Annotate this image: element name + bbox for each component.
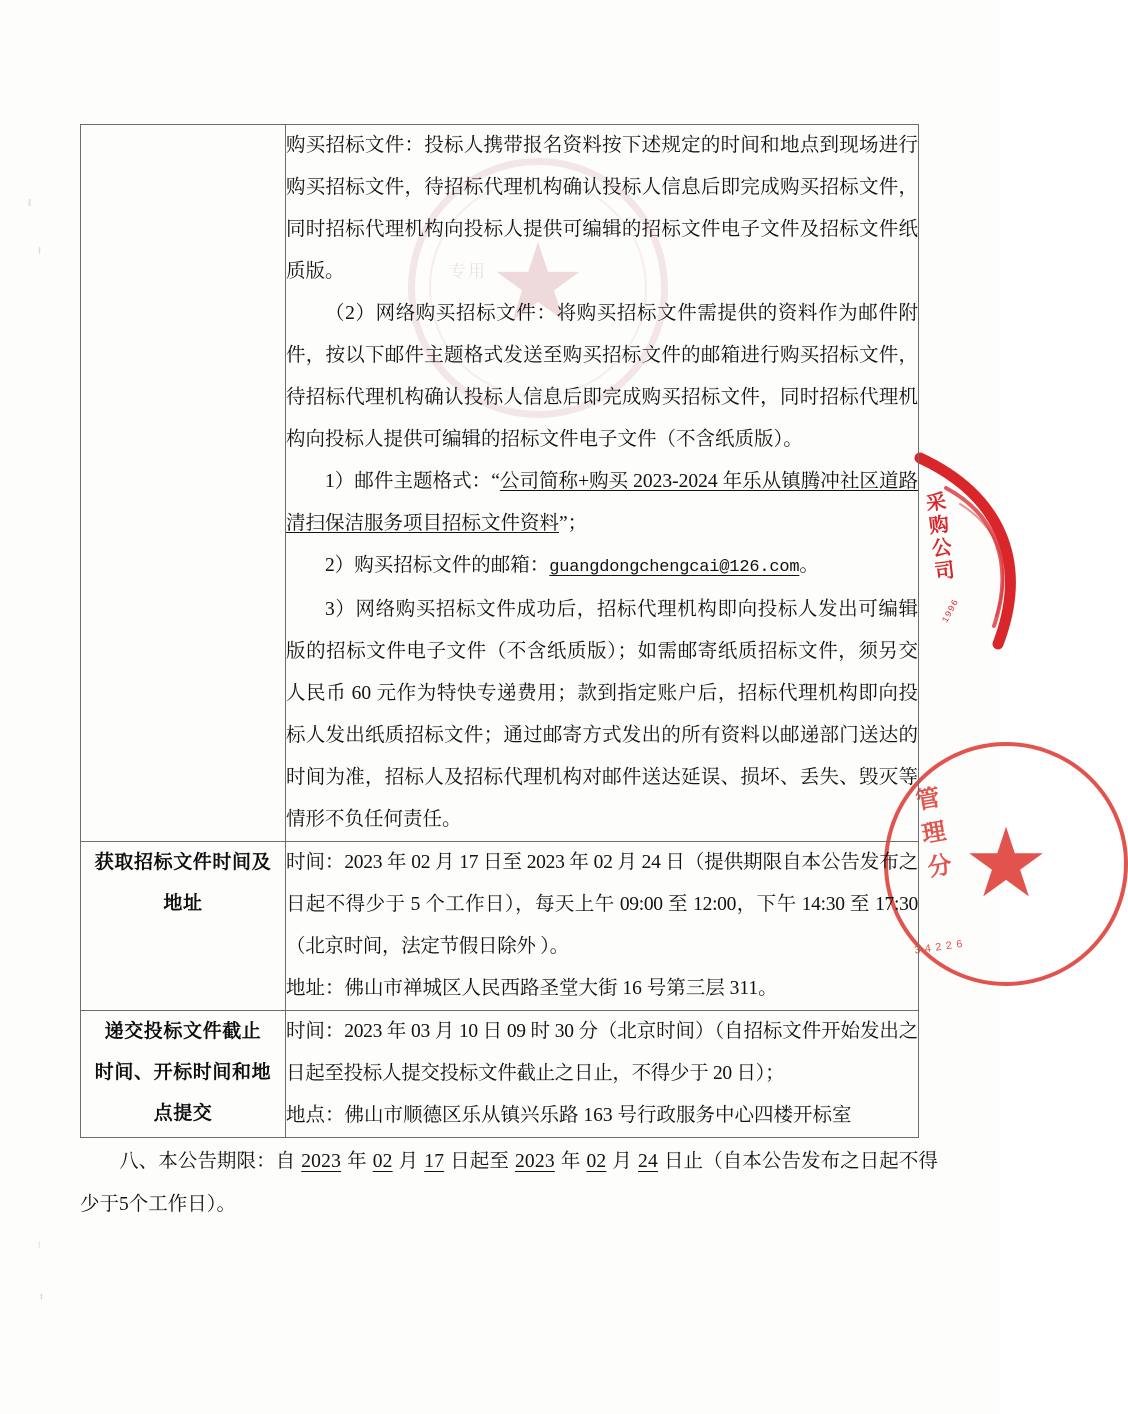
label-line: 时间、开标时间和地 <box>94 1062 272 1083</box>
list-item-postal-terms <box>286 589 918 841</box>
list-index-1: 1） <box>325 471 355 492</box>
list-item-email-subject <box>286 461 918 545</box>
official-seal-star-icon: ★ <box>962 810 1050 917</box>
start-day-value: 17 <box>424 1151 445 1172</box>
day-unit: 日 <box>450 1151 470 1172</box>
month-unit-2: 月 <box>612 1151 633 1172</box>
announcement-validity-paragraph <box>80 1140 938 1226</box>
closing-end-word: 日止 <box>663 1151 704 1172</box>
collection-address-line: 地址：佛山市禅城区人民西路圣堂大街 16 号第三层 311。 <box>286 978 778 999</box>
label-line: 点提交 <box>153 1103 213 1124</box>
table-row <box>81 125 919 842</box>
tender-info-table <box>80 124 919 1138</box>
row-body-submission-deadline <box>286 1011 919 1138</box>
collection-time-line: 时间：2023 年 02 月 17 日至 2023 年 02 月 24 日（提供期限自本公告发布之日起不得少于 5 个工作日），每天上午 09:00 至 12:00，下午 14:30 至 17:30（北京时间，法定节假日除外 ）。 <box>286 852 918 957</box>
submission-place-line: 地点：佛山市顺德区乐从镇兴乐路 163 号行政服务中心四楼开标室 <box>286 1105 852 1126</box>
label-line: 递交投标文件截止 <box>104 1021 262 1042</box>
submission-time-line: 时间：2023 年 03 月 10 日 09 时 30 分（北京时间）（自招标文件开始发出之日起至投标人提交投标文件截止之日止，不得少于 20 日）； <box>286 1021 918 1084</box>
row-body-purchase-docs <box>286 125 919 842</box>
paragraph-online-purchase: （2）网络购买招标文件：将购买招标文件需提供的资料作为邮件附件，按以下邮件主题格式发送至购买招标文件的邮箱进行购买招标文件，待招标代理机构确认投标人信息后即完成购买招标文件，同时招标代理机构向投标人提供可编辑的招标文件电子文件（不含纸质版）。 <box>286 303 918 450</box>
year-unit: 年 <box>347 1151 367 1172</box>
list-index-2: 2） <box>325 555 355 576</box>
quote-open: “ <box>491 471 500 492</box>
table-row <box>81 842 919 1011</box>
email-suffix: 。 <box>799 555 819 576</box>
table-row <box>81 1011 919 1138</box>
row-label-empty <box>81 125 286 842</box>
row-label-submission-deadline <box>81 1011 286 1138</box>
official-seal-number: 34226 <box>913 938 968 958</box>
list-prefix-2: 购买招标文件的邮箱： <box>354 555 550 576</box>
start-month-value: 02 <box>372 1151 393 1172</box>
email-subject-template: 公司简称+购买 2023-2024 年乐从镇腾冲社区道路清扫保洁服务项目招标文件资料 <box>286 471 918 534</box>
margin-artifact: ǀ <box>38 1239 41 1251</box>
end-month-value: 02 <box>586 1151 607 1172</box>
postal-terms-text: 网络购买招标文件成功后，招标代理机构即向投标人发出可编辑版的招标文件电子文件（不含纸质版）；如需邮寄纸质招标文件，须另交人民币 60 元作为特快专递费用；款到指定账户后，招标代理机构即向投标人发出纸质招标文件；通过邮寄方式发出的所有资料以邮递部门送达的时间为准，招标人及招标代理机构对邮件送达延误、损坏、丢失、毁灭等情形不负任何责任。 <box>286 599 918 830</box>
closing-to-word: 起至 <box>469 1151 509 1172</box>
row-body-collection-time-address <box>286 842 919 1011</box>
margin-artifact: ǂ <box>38 245 41 257</box>
margin-artifact: ǁ <box>28 197 32 209</box>
label-line: 获取招标文件时间及 <box>94 852 272 873</box>
margin-artifact: ǂ <box>40 1291 43 1303</box>
official-seal-text: 管理分 <box>909 784 953 890</box>
end-year-value: 2023 <box>514 1151 555 1172</box>
month-unit: 月 <box>398 1151 419 1172</box>
closing-title: 本公告期限： <box>158 1151 276 1172</box>
closing-note: （自本公告发布之日起不得少于5个工作日）。 <box>80 1151 938 1215</box>
list-item-email-address <box>286 545 918 589</box>
closing-index: 八、 <box>119 1151 159 1172</box>
list-index-3: 3） <box>325 599 356 620</box>
company-seal-number: 1996 <box>940 597 962 625</box>
ghost-seal-text: 专用 <box>449 262 487 281</box>
ghost-seal-star-icon: ★ <box>489 225 587 344</box>
paragraph-onsite-purchase: 购买招标文件：投标人携带报名资料按下述规定的时间和地点到现场进行购买招标文件，待招标代理机构确认投标人信息后即完成购买招标文件，同时招标代理机构向投标人提供可编辑的招标文件电子文件及招标文件纸质版。 <box>286 135 918 282</box>
row-label-collection-time-address <box>81 842 286 1011</box>
closing-from-word: 自 <box>275 1151 296 1172</box>
start-year-value: 2023 <box>301 1151 342 1172</box>
quote-close: ”； <box>559 513 588 534</box>
end-day-value: 24 <box>638 1151 658 1172</box>
list-prefix-1: 邮件主题格式： <box>354 471 492 492</box>
year-unit-2: 年 <box>560 1151 581 1172</box>
label-line: 地址 <box>163 893 203 914</box>
purchase-email-address: guangdongchengcai@126.com <box>549 558 800 577</box>
company-seal-text: 采购公司 <box>921 490 955 585</box>
